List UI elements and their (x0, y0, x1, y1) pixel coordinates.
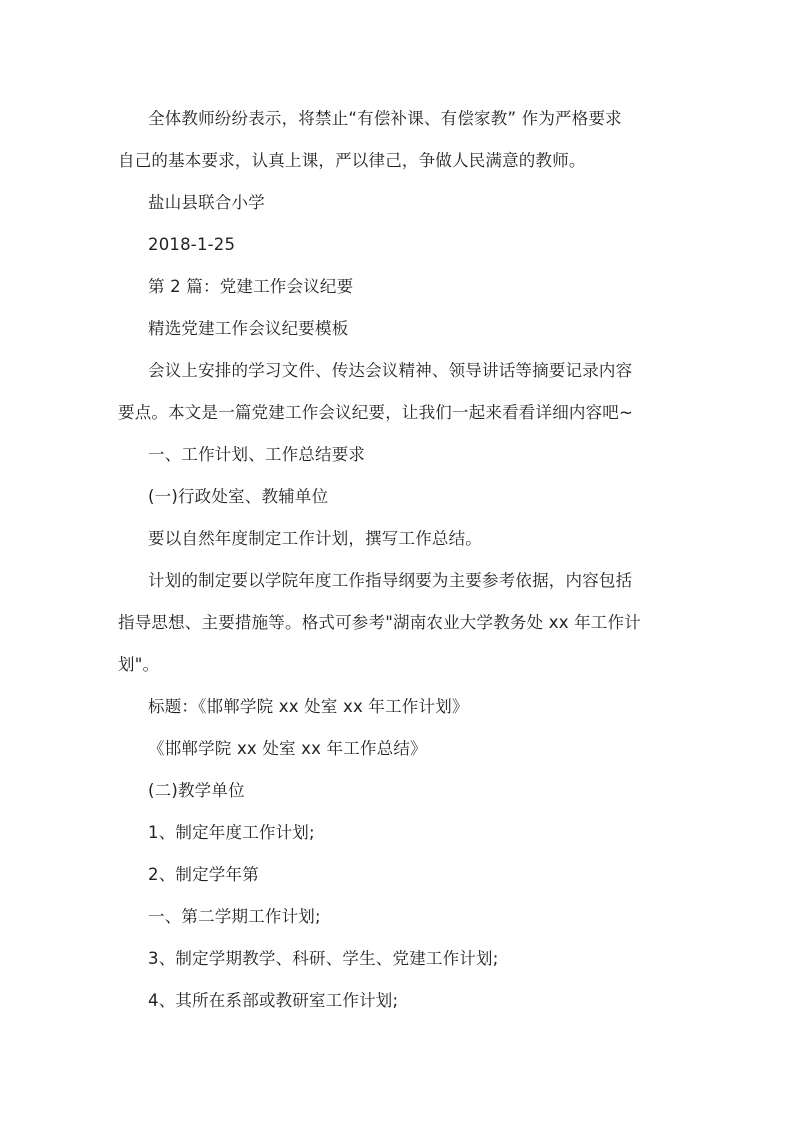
list-item: 4、其所在系部或教研室工作计划; (148, 991, 399, 1010)
list-item: 一、第二学期工作计划; (148, 907, 321, 926)
list-item: 1、制定年度工作计划; (148, 823, 315, 842)
subsection-heading: (一)行政处室、教辅单位 (148, 487, 329, 506)
paragraph-line: 计划的制定要以学院年度工作指导纲要为主要参考依据，内容包括 (148, 571, 633, 590)
paragraph-line: 全体教师纷纷表示，将禁止“有偿补课、有偿家教” 作为严格要求 (148, 109, 622, 128)
paragraph-line: 要以自然年度制定工作计划，撰写工作总结。 (148, 529, 482, 548)
article-subheading: 精选党建工作会议纪要模板 (148, 319, 349, 338)
document-date: 2018-1-25 (148, 235, 236, 254)
paragraph-line: 要点。本文是一篇党建工作会议纪要，让我们一起来看看详细内容吧~ (118, 403, 634, 422)
paragraph-line: 自己的基本要求，认真上课，严以律己，争做人民满意的教师。 (118, 151, 586, 170)
paragraph-line: 会议上安排的学习文件、传达会议精神、领导讲话等摘要记录内容 (148, 361, 633, 380)
subsection-heading: (二)教学单位 (148, 781, 245, 800)
document-body (118, 98, 678, 1022)
school-name: 盐山县联合小学 (148, 193, 265, 212)
list-item: 2、制定学年第 (148, 865, 259, 884)
section-heading: 一、工作计划、工作总结要求 (148, 445, 366, 464)
title-example-line: 标题：《邯郸学院 xx 处室 xx 年工作计划》 (148, 697, 469, 716)
paragraph-line: 划"。 (118, 655, 160, 674)
list-item: 3、制定学期教学、科研、学生、党建工作计划; (148, 949, 499, 968)
paragraph-line: 指导思想、主要措施等。格式可参考"湖南农业大学教务处 xx 年工作计 (118, 613, 641, 632)
article-heading: 第 2 篇：党建工作会议纪要 (148, 277, 354, 296)
title-example-line: 《邯郸学院 xx 处室 xx 年工作总结》 (148, 739, 427, 758)
